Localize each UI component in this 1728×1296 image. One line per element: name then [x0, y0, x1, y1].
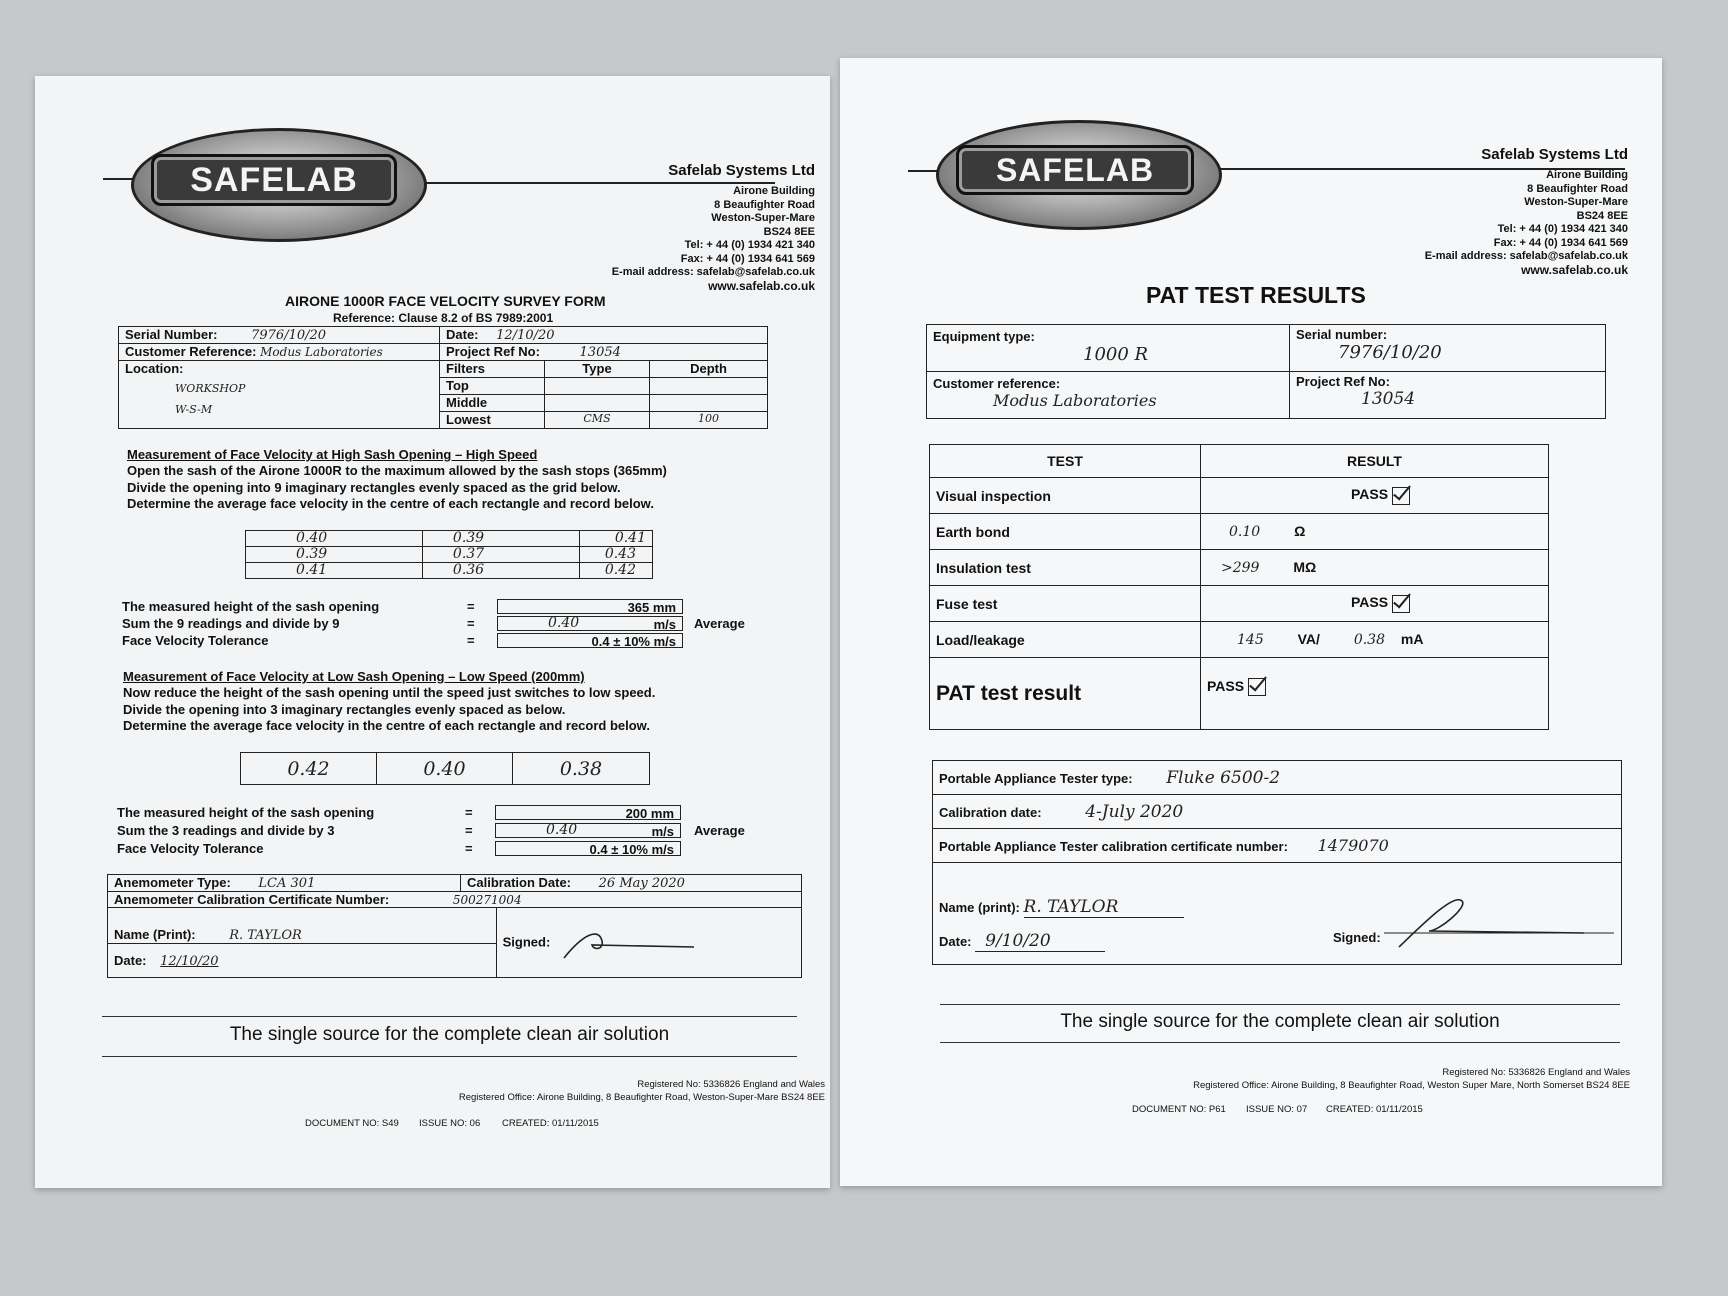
calibration-date-value[interactable]: 4-July 2020 [1085, 801, 1184, 822]
grid-reading[interactable]: 0.36 [422, 563, 579, 579]
summary-unit: m/s [651, 824, 674, 839]
filter-type[interactable] [545, 378, 650, 395]
calibration-date-value[interactable]: 26 May 2020 [598, 876, 685, 891]
filter-name: Lowest [440, 412, 545, 429]
customer-ref-label: Customer Reference: [125, 344, 257, 359]
low-speed-grid [240, 752, 650, 785]
registered-office: Registered Office: Airone Building, 8 Beaufighter Road, Weston-Super-Mare BS24 8EE [458, 1092, 825, 1103]
customer-ref-value[interactable]: Modus Laboratories [260, 345, 383, 359]
filter-name: Middle [440, 395, 545, 412]
name-label: Name (Print): [114, 927, 196, 942]
address-line: 8 Beaufighter Road [1527, 182, 1628, 195]
grid-reading[interactable]: 0.40 [246, 531, 423, 547]
page-title: PAT TEST RESULTS [1146, 282, 1366, 308]
test-name: Insulation test [930, 550, 1201, 586]
company-name: Safelab Systems Ltd [1481, 146, 1628, 163]
created-date: CREATED: 01/11/2015 [1326, 1104, 1423, 1115]
test-value-2[interactable]: 0.38 [1353, 632, 1385, 648]
safelab-logo: SAFELAB [151, 154, 397, 206]
company-block [1270, 146, 1628, 277]
filters-header: Filters [440, 361, 545, 378]
project-ref-value[interactable]: 13054 [579, 345, 621, 360]
safelab-logo: SAFELAB [956, 145, 1194, 195]
tagline: The single source for the complete clean air solution [1060, 1011, 1500, 1032]
date-value[interactable]: 12/10/20 [496, 328, 555, 343]
registered-number: Registered No: 5336826 England and Wales [1442, 1067, 1630, 1078]
tagline: The single source for the complete clean air solution [229, 1024, 670, 1045]
calibration-date-label: Calibration date: [939, 804, 1042, 820]
signed-label: Signed: [1333, 930, 1381, 945]
anemometer-cert-label: Anemometer Calibration Certificate Number: [114, 892, 390, 907]
summary-suffix: Average [694, 823, 745, 838]
grid-reading[interactable]: 0.41 [246, 563, 423, 579]
document-number: DOCUMENT NO: P61 [1132, 1104, 1226, 1115]
calibration-cert-value[interactable]: 1479070 [1317, 836, 1389, 855]
low-speed-summary [117, 805, 817, 859]
test-unit: MΩ [1293, 559, 1317, 575]
grid-reading[interactable]: 0.39 [422, 531, 579, 547]
location-line[interactable]: W-S-M [175, 403, 213, 416]
filter-depth[interactable] [650, 395, 768, 412]
anemometer-type-label: Anemometer Type: [114, 875, 231, 890]
pat-test-sheet [840, 58, 1662, 1186]
summary-equals: = [467, 616, 475, 631]
anemometer-type-value[interactable]: LCA 301 [258, 876, 316, 891]
address-line: Airone Building [733, 185, 815, 197]
pass-checkbox[interactable] [1392, 487, 1410, 505]
test-header: TEST [930, 445, 1201, 478]
calibration-cert-label: Portable Appliance Tester calibration certificate number: [939, 839, 1288, 854]
equipment-type-label: Equipment type: [933, 329, 1035, 344]
low-speed-instructions [123, 685, 655, 735]
summary-value[interactable]: 0.40 [548, 615, 580, 631]
test-name: Earth bond [930, 514, 1201, 550]
depth-header: Depth [650, 361, 768, 378]
high-speed-grid [245, 530, 653, 579]
summary-box [495, 823, 681, 838]
summary-label: The measured height of the sash opening [122, 599, 380, 614]
grid-reading[interactable]: 0.39 [246, 547, 423, 563]
filter-depth[interactable]: 100 [650, 412, 768, 429]
test-results-table [929, 444, 1549, 730]
address-line: Weston-Super-Mare [711, 212, 815, 224]
summary-value[interactable]: 0.40 [546, 822, 578, 838]
summary-value: 0.4 ± 10% m/s [495, 841, 681, 856]
grid-reading[interactable]: 0.42 [579, 563, 652, 579]
pass-checkbox[interactable] [1392, 595, 1410, 613]
tagline-rule-bottom [102, 1056, 797, 1057]
registration-footer [990, 1066, 1630, 1092]
serial-label: Serial number: [1296, 327, 1388, 342]
summary-equals: = [465, 823, 473, 838]
form-reference: Reference: Clause 8.2 of BS 7989:2001 [333, 311, 554, 325]
test-status: PASS [1351, 594, 1389, 611]
date-value[interactable]: 9/10/20 [975, 931, 1105, 952]
summary-label: Sum the 3 readings and divide by 3 [117, 823, 335, 838]
test-value[interactable]: 145 [1237, 632, 1264, 648]
summary-equals: = [467, 633, 475, 648]
tagline-rule-top [940, 1004, 1620, 1005]
summary-equals: = [465, 841, 473, 856]
pat-result-status: PASS [1207, 678, 1245, 694]
signature-image [554, 923, 704, 963]
tester-type-label: Portable Appliance Tester type: [939, 770, 1133, 786]
filter-type[interactable]: CMS [545, 412, 650, 429]
project-ref-label: Project Ref No: [446, 344, 540, 359]
registration-footer [235, 1078, 825, 1104]
pass-checkbox[interactable] [1248, 678, 1266, 696]
filter-name: Top [440, 378, 545, 395]
result-header: RESULT [1201, 445, 1549, 478]
high-speed-heading: Measurement of Face Velocity at High Sash Opening – High Speed [127, 447, 538, 462]
company-name: Safelab Systems Ltd [668, 162, 815, 179]
summary-suffix: Average [694, 616, 745, 631]
low-speed-heading: Measurement of Face Velocity at Low Sash Opening – Low Speed (200mm) [123, 669, 585, 684]
summary-label: Face Velocity Tolerance [117, 841, 264, 856]
test-unit: VA/ [1297, 631, 1320, 647]
summary-value: 0.4 ± 10% m/s [497, 633, 683, 648]
summary-value[interactable]: 365 mm [497, 599, 683, 614]
test-unit: Ω [1294, 523, 1306, 539]
survey-header-table [118, 326, 768, 429]
issue-number: ISSUE NO: 06 [419, 1118, 481, 1129]
tester-type-value[interactable]: Fluke 6500-2 [1166, 767, 1281, 788]
filter-type[interactable] [545, 395, 650, 412]
serial-value[interactable]: 7976/10/20 [1338, 342, 1442, 363]
summary-equals: = [467, 599, 475, 614]
test-name: Visual inspection [930, 478, 1201, 514]
registered-office: Registered Office: Airone Building, 8 Beaufighter Road, Weston Super Mare, North Somerset BS24 8EE [1193, 1080, 1630, 1091]
address-line: Airone Building [1546, 169, 1628, 181]
grid-reading[interactable]: 0.37 [422, 547, 579, 563]
high-speed-instructions [127, 463, 667, 513]
test-value[interactable]: >299 [1221, 560, 1260, 576]
address-line: BS24 8EE [1576, 209, 1628, 222]
summary-equals: = [465, 805, 473, 820]
location-label: Location: [125, 361, 184, 376]
company-email[interactable]: E-mail address: safelab@safelab.co.uk [611, 266, 815, 278]
date-label: Date: [446, 327, 479, 342]
company-tel: Tel: + 44 (0) 1934 421 340 [684, 239, 815, 251]
summary-box [497, 616, 683, 631]
registered-number: Registered No: 5336826 England and Wales [637, 1079, 825, 1090]
summary-value[interactable]: 200 mm [495, 805, 681, 820]
test-name: Fuse test [930, 586, 1201, 622]
tagline-rule-top [102, 1016, 797, 1017]
name-value[interactable]: R. TAYLOR [229, 928, 302, 943]
customer-ref-value[interactable]: Modus Laboratories [993, 391, 1157, 410]
pat-result-label: PAT test result [930, 658, 1201, 730]
company-email[interactable]: E-mail address: safelab@safelab.co.uk [1424, 250, 1628, 262]
face-velocity-form-sheet [35, 76, 830, 1188]
grid-reading[interactable]: 0.43 [579, 547, 652, 563]
serial-value[interactable]: 7976/10/20 [251, 328, 327, 343]
filter-depth[interactable] [650, 378, 768, 395]
calibration-date-label: Calibration Date: [467, 875, 572, 890]
summary-label: Face Velocity Tolerance [122, 633, 269, 648]
date-value[interactable]: 12/10/20 [160, 953, 219, 969]
company-block [465, 162, 815, 293]
tester-table [932, 760, 1622, 965]
name-value[interactable]: R. TAYLOR [1024, 897, 1184, 918]
summary-unit: m/s [653, 617, 676, 632]
grid-reading[interactable]: 0.42 [241, 753, 377, 785]
project-ref-label: Project Ref No: [1296, 374, 1390, 389]
company-tel: Tel: + 44 (0) 1934 421 340 [1497, 223, 1628, 235]
company-web[interactable]: www.safelab.co.uk [708, 278, 815, 293]
test-unit-2: mA [1400, 631, 1424, 647]
company-fax: Fax: + 44 (0) 1934 641 569 [680, 252, 815, 265]
date-label: Date: [114, 952, 147, 968]
serial-label: Serial Number: [125, 327, 218, 342]
anemometer-table [107, 874, 802, 978]
issue-number: ISSUE NO: 07 [1246, 1104, 1308, 1115]
test-status: PASS [1351, 486, 1389, 503]
instruction-line: Determine the average face velocity in the centre of each rectangle and record below. [127, 496, 654, 511]
project-ref-value[interactable]: 13054 [1361, 389, 1416, 409]
address-line: 8 Beaufighter Road [714, 198, 815, 211]
summary-label: Sum the 9 readings and divide by 9 [122, 616, 340, 631]
instruction-line: Open the sash of the Airone 1000R to the maximum allowed by the sash stops (365mm) [127, 463, 667, 478]
date-label: Date: [939, 934, 972, 949]
instruction-line: Divide the opening into 3 imaginary rectangles evenly spaced as below. [123, 701, 566, 717]
customer-ref-label: Customer reference: [933, 376, 1061, 391]
address-line: BS24 8EE [763, 225, 815, 238]
form-title: AIRONE 1000R FACE VELOCITY SURVEY FORM [285, 293, 606, 309]
document-number: DOCUMENT NO: S49 [305, 1118, 399, 1129]
test-name: Load/leakage [930, 622, 1201, 658]
anemometer-cert-value[interactable]: 500271004 [452, 893, 522, 907]
equipment-table [926, 324, 1606, 419]
address-line: Weston-Super-Mare [1524, 196, 1628, 208]
signature-image [1384, 893, 1614, 949]
equipment-type-value[interactable]: 1000 R [1083, 344, 1149, 365]
grid-reading[interactable]: 0.40 [377, 753, 513, 785]
instruction-line: Now reduce the height of the sash opening until the speed just switches to low speed. [123, 685, 656, 700]
location-line[interactable]: WORKSHOP [175, 382, 246, 395]
summary-label: The measured height of the sash opening [117, 805, 375, 820]
type-header: Type [545, 361, 650, 378]
name-label: Name (print): [939, 900, 1020, 915]
instruction-line: Divide the opening into 9 imaginary rectangles evenly spaced as the grid below. [127, 479, 621, 495]
created-date: CREATED: 01/11/2015 [502, 1118, 599, 1129]
high-speed-summary [122, 599, 822, 650]
grid-reading[interactable]: 0.38 [513, 753, 650, 785]
company-web[interactable]: www.safelab.co.uk [1521, 262, 1628, 277]
company-fax: Fax: + 44 (0) 1934 641 569 [1493, 236, 1628, 249]
test-value[interactable]: 0.10 [1229, 524, 1261, 540]
grid-reading[interactable]: 0.41 [579, 531, 652, 547]
instruction-line: Determine the average face velocity in the centre of each rectangle and record below. [123, 718, 650, 733]
tagline-rule-bottom [940, 1042, 1620, 1043]
signed-label: Signed: [502, 933, 551, 949]
